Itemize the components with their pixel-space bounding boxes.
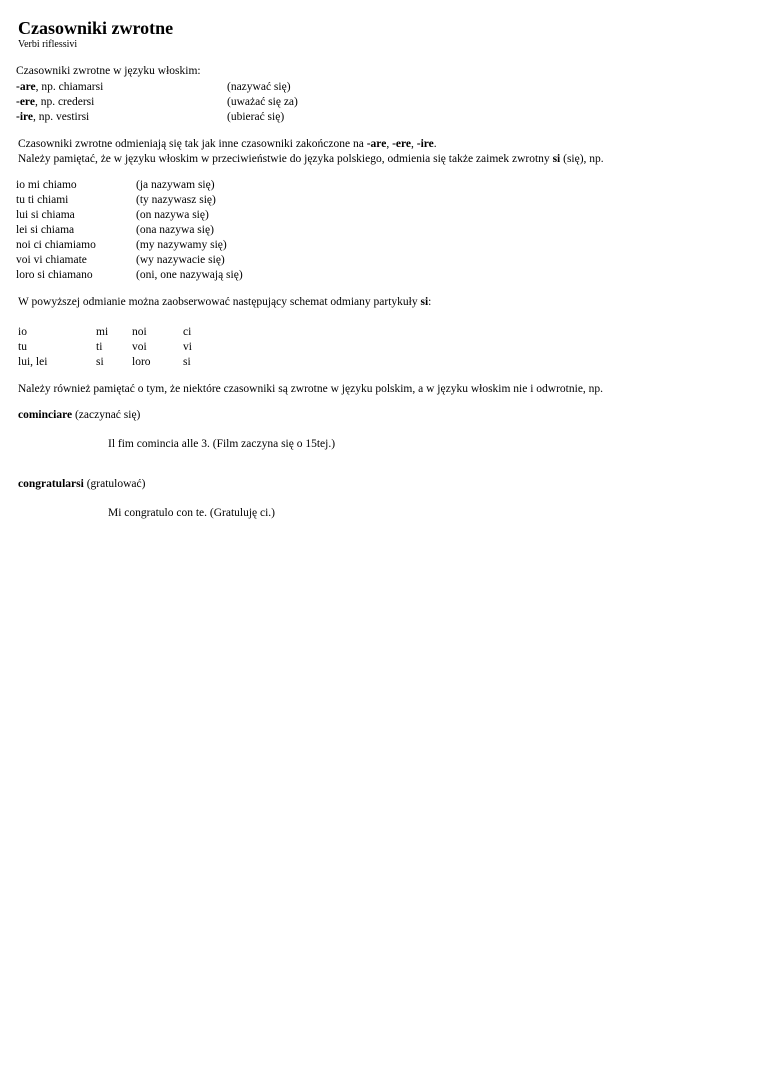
particle-si: si: [420, 296, 429, 308]
paragraph-text: Należy pamiętać, że w języku włoskim w przeciwieństwie do języka polskiego, odmienia się także zaimek zwrotny: [18, 153, 553, 165]
paragraph-text: Czasowniki zwrotne odmieniają się tak jak inne czasowniki zakończone na: [18, 138, 367, 150]
schema-cell: lui, lei: [18, 356, 48, 368]
example-verb: cominciare: [18, 409, 73, 421]
italian-form: noi ci chiamiamo: [16, 239, 96, 251]
schema-cell: noi: [132, 326, 147, 338]
polish-translation: (on nazywa się): [136, 209, 209, 221]
ending-example: , np. credersi: [34, 96, 95, 108]
paragraph-line: [18, 137, 604, 152]
ending-are: -are: [366, 138, 387, 150]
schema-cell: si: [96, 356, 104, 368]
polish-translation: (oni, one nazywają się): [136, 269, 243, 281]
schema-intro: [18, 296, 431, 308]
italian-form: loro si chiamano: [16, 269, 93, 281]
schema-cell: tu: [18, 341, 27, 353]
schema-cell: vi: [183, 341, 192, 353]
example-sentence: Mi congratulo con te. (Gratuluję ci.): [108, 507, 276, 519]
ending-ere: -ere: [392, 138, 411, 150]
ending-ire: -ire: [416, 138, 434, 150]
schema-cell: mi: [96, 326, 109, 338]
paragraph-end: .: [433, 138, 437, 150]
ending-item: [16, 95, 94, 110]
ending-label: -are: [16, 81, 36, 93]
ending-item: [16, 110, 89, 125]
intro-heading: Czasowniki zwrotne w języku włoskim:: [16, 65, 201, 77]
particle-si: si: [552, 153, 561, 165]
page-subtitle: Verbi riflessivi: [18, 39, 78, 50]
ending-label: -ere: [16, 96, 35, 108]
separator: ,: [411, 138, 417, 150]
ending-example: , np. chiamarsi: [35, 81, 104, 93]
polish-translation: (wy nazywacie się): [136, 254, 225, 266]
paragraph-line: [18, 152, 604, 167]
italian-form: tu ti chiami: [16, 194, 69, 206]
table-row: [16, 223, 416, 238]
schema-cell: io: [18, 326, 27, 338]
italian-form: lei si chiama: [16, 224, 75, 236]
example-translation: (gratulować): [83, 478, 146, 490]
schema-cell: loro: [132, 356, 151, 368]
schema-row: [18, 355, 318, 370]
ending-translation: (nazywać się): [227, 81, 291, 93]
example-sentence: Il fim comincia alle 3. (Film zaczyna się o 15tej.): [108, 438, 336, 450]
polish-translation: (ona nazywa się): [136, 224, 214, 236]
ending-example: , np. vestirsi: [33, 111, 90, 123]
schema-row: [18, 325, 318, 340]
ending-translation: (ubierać się): [227, 111, 285, 123]
table-row: [16, 208, 416, 223]
page-title: Czasowniki zwrotne: [18, 18, 174, 38]
ending-item: [16, 80, 103, 95]
table-row: [16, 238, 416, 253]
table-row: [16, 268, 416, 283]
polish-translation: (my nazywamy się): [136, 239, 227, 251]
polish-translation: (ja nazywam się): [136, 179, 215, 191]
example-translation: (zaczynać się): [72, 409, 141, 421]
schema-cell: ci: [183, 326, 192, 338]
example-heading: [18, 409, 140, 421]
table-row: [16, 193, 416, 208]
schema-intro-colon: :: [428, 296, 432, 308]
italian-form: lui si chiama: [16, 209, 75, 221]
polish-translation: (ty nazywasz się): [136, 194, 216, 206]
paragraph-text: (się), np.: [560, 153, 604, 165]
ending-row: [16, 110, 716, 125]
schema-cell: si: [183, 356, 191, 368]
schema-cell: ti: [96, 341, 103, 353]
table-row: [16, 178, 416, 193]
note-paragraph: Należy również pamiętać o tym, że niektóre czasowniki są zwrotne w języku polskim, a w języku włoskim nie i odwrotnie, np.: [18, 383, 604, 395]
example-heading: [18, 478, 145, 490]
schema-cell: voi: [132, 341, 147, 353]
separator: ,: [386, 138, 393, 150]
schema-row: [18, 340, 318, 355]
italian-form: io mi chiamo: [16, 179, 77, 191]
ending-row: [16, 80, 716, 95]
schema-intro-text: W powyższej odmianie można zaobserwować następujący schemat odmiany partykuły: [18, 296, 421, 308]
italian-form: voi vi chiamate: [16, 254, 87, 266]
table-row: [16, 253, 416, 268]
example-verb: congratularsi: [18, 478, 84, 490]
ending-row: [16, 95, 716, 110]
ending-label: -ire: [16, 111, 34, 123]
ending-translation: (uważać się za): [227, 96, 298, 108]
conjugation-paragraph: [18, 137, 604, 167]
